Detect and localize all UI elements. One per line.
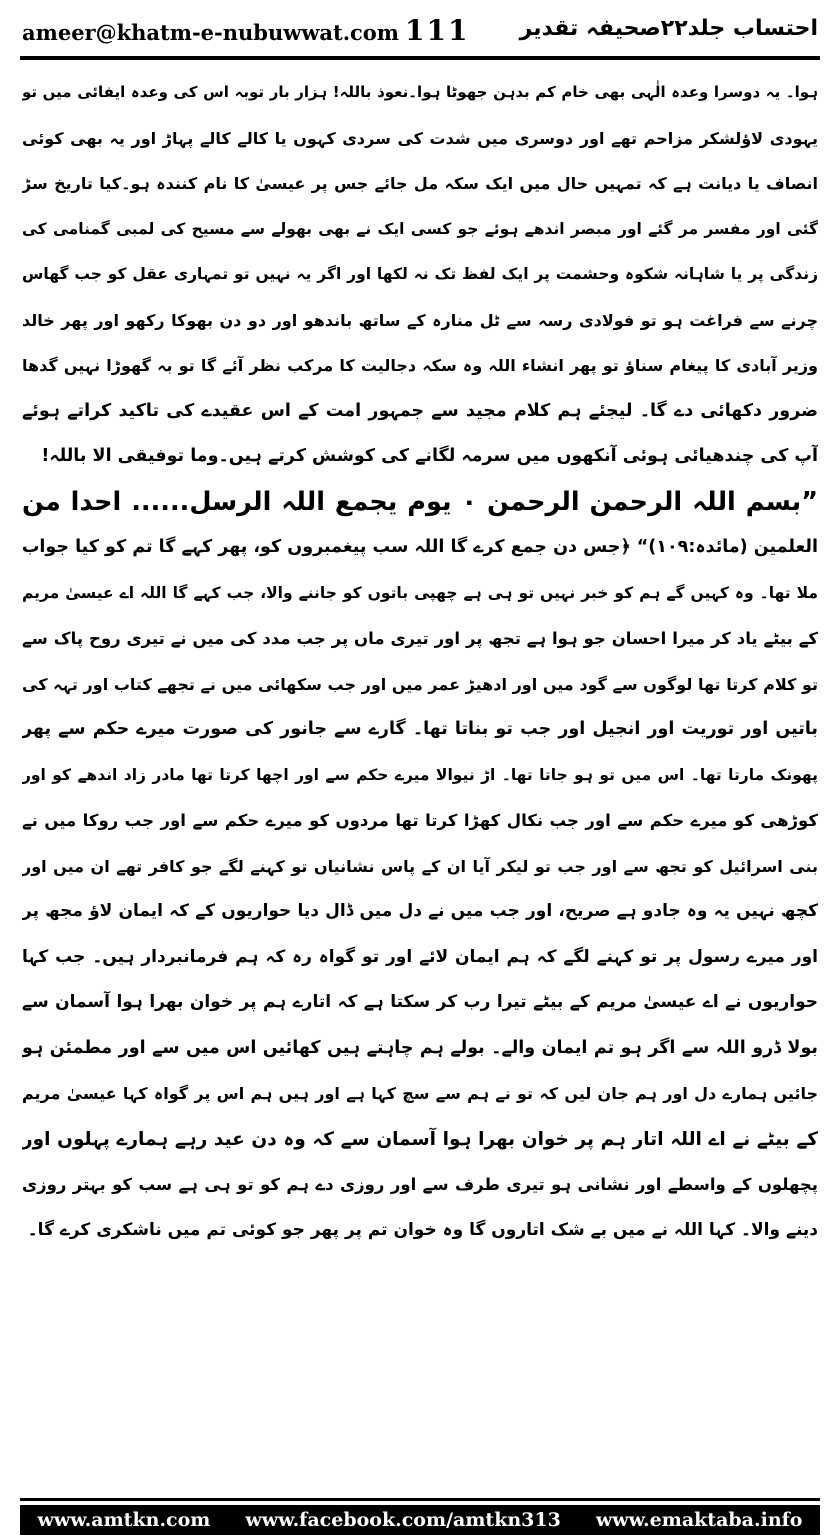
text-line: پچھلوں کے واسطے اور نشانی ہو تیری طرف سے اور روزی دے ہم کو تو ہی ہے سب کو بہتر روزی [22,1175,818,1194]
text-line: کے بیٹے نے اے اللہ اتار ہم پر خوان بھرا ہوا آسمان سے کہ وہ دن عید رہے ہمارے پہلوں اور [22,1128,818,1150]
body-text [22,70,818,1253]
text-line: تو کلام کرتا تھا لوگوں سے گود میں اور ادھیڑ عمر میں اور جب سکھائی میں نے تجھے کتاب اور تہہ کی [22,674,818,694]
text-line: جائیں ہمارے دل اور ہم جان لیں کہ تو نے ہم سے سچ کہا ہے اور ہیں ہم اس پر گواہ کہا عیسیٰ مریم [22,1084,818,1103]
text-line: باتیں اور توریت اور انجیل اور جب تو بناتا تھا۔ گارے سے جانور کی صورت میرے حکم سے پھر [22,719,818,739]
text-line: یہودی لاؤلشکر مزاحم تھے اور دوسری میں شدت کی سردی کہوں یا کالے کالے پہاڑ اور یہ بھی کوئی [22,128,818,148]
text-line: اور میرے رسول پر تو کہنے لگے کہ ہم ایمان لائے اور تو گواہ رہ کہ ہم فرمانبردار ہیں۔ جب کہا [22,946,818,967]
footer-link-emaktaba[interactable]: www.emaktaba.info [595,1509,803,1531]
header-rule [20,56,820,60]
text-line: آپ کی چندھیائی ہوئی آنکھوں میں سرمہ لگانے کی کوشش کرتے ہیں۔وما توفیقی الا باللہ! [41,446,818,466]
text-line: ملا تھا۔ وہ کہیں گے ہم کو خبر نہیں تو ہی ہے چھپی باتوں کو جاننے والا، جب کہے گا اللہ اے عیسیٰ مریم [22,583,818,602]
page-number: 111 [405,14,470,47]
text-line: ہوا۔ یہ دوسرا وعدہ الٰہی بھی خام کم بدہن جھوٹا ہوا۔نعوذ باللہ! ہزار بار توبہ اس کی وعدہ ایفائی میں تو [22,83,818,101]
text-line: بنی اسرائیل کو تجھ سے اور جب تو لیکر آیا ان کے پاس نشانیاں تو کہنے لگے جو کافر تھے ان میں اور [22,856,818,876]
text-line: کچھ نہیں یہ وہ جادو ہے صریح، اور جب میں نے دل میں ڈال دیا حواریوں کے کہ ایمان لاؤ مجھ پر [22,901,818,921]
text-line: گئی اور مفسر مر گئے اور مبصر اندھے ہوئے جو کسی ایک نے بھی بھولے سے مسیح کی لمبی گمنامی کی [22,219,818,238]
text-line: کوڑھی کو میرے حکم سے اور جب نکال کھڑا کرتا تھا مردوں کو میرے حکم سے اور جب روکا میں نے [22,811,818,830]
running-title: احتساب جلد۲۲صحیفہ تقدیر [519,16,818,41]
text-line: وزیر آبادی کا پیغام سناؤ تو پھر انشاء اللہ وہ سکہ دجالیت کا مرکب نظر آئے گا تو بہ گھوڑا نہیں گدھا [22,356,818,375]
text-line: ”بسم اللہ الرحمن الرحمن ۰ یوم یجمع اللہ الرسل...... احدا من [22,486,818,517]
footer-link-amtkn[interactable]: www.amtkn.com [37,1509,211,1531]
text-line: ضرور دکھائی دے گا۔ لیجئے ہم کلام مجید سے جمہور امت کے اس عقیدے کی تاکید کراتے ہوئے [22,400,818,421]
text-line: چرنے سے فراغت ہو تو فولادی رسہ سے ٹل منارہ کے ساتھ باندھو اور دو دن بھوکا رکھو اور پھر خالد [22,310,818,330]
text-line: انصاف یا دیانت ہے کہ تمہیں حال میں ایک سکہ مل جائے جس پر عیسیٰ کا نام کنندہ ہو۔کیا تاریخ سڑ [22,174,818,193]
text-line: العلمین (مائدہ:۱۰۹)“ ﴿جس دن جمع کرے گا اللہ سب پیغمبروں کو، پھر کہے گا تم کو کیا جواب [22,537,818,557]
footer-rule [20,1498,820,1501]
text-line: پھونک مارتا تھا۔ اس میں تو ہو جاتا تھا۔ اڑ نیوالا میرے حکم سے اور اچھا کرتا تھا مادر زاد اندھے کو اور [22,765,818,784]
footer-bar [20,1505,820,1535]
text-line: زندگی پر یا شاہانہ شکوہ وحشمت پر ایک لفظ تک نہ لکھا اور اگر یہ نہیں تو تمہاری عقل کو جب گھاس [22,265,818,283]
text-line: حواریوں نے اے عیسیٰ مریم کے بیٹے تیرا رب کر سکتا ہے کہ اتارے ہم پر خوان بھرا ہوا آسمان سے [22,992,818,1012]
text-line: دینے والا۔ کہا اللہ نے میں بے شک اتاروں گا وہ خوان تم پر پھر جو کوئی تم میں ناشکری کرے گا۔ [27,1219,818,1240]
footer-link-facebook[interactable]: www.facebook.com/amtkn313 [245,1509,561,1531]
text-line: کے بیٹے یاد کر میرا احسان جو ہوا ہے تجھ پر اور تیری ماں پر جب مدد کی میں نے تیری روح پاک سے [22,629,818,648]
page-header [0,0,840,60]
header-email: ameer@khatm-e-nubuwwat.com [22,20,400,45]
text-line: بولا ڈرو اللہ سے اگر ہو تم ایمان والے۔ بولے ہم چاہتے ہیں کھائیں اس میں سے اور مطمئن ہو [22,1037,818,1058]
